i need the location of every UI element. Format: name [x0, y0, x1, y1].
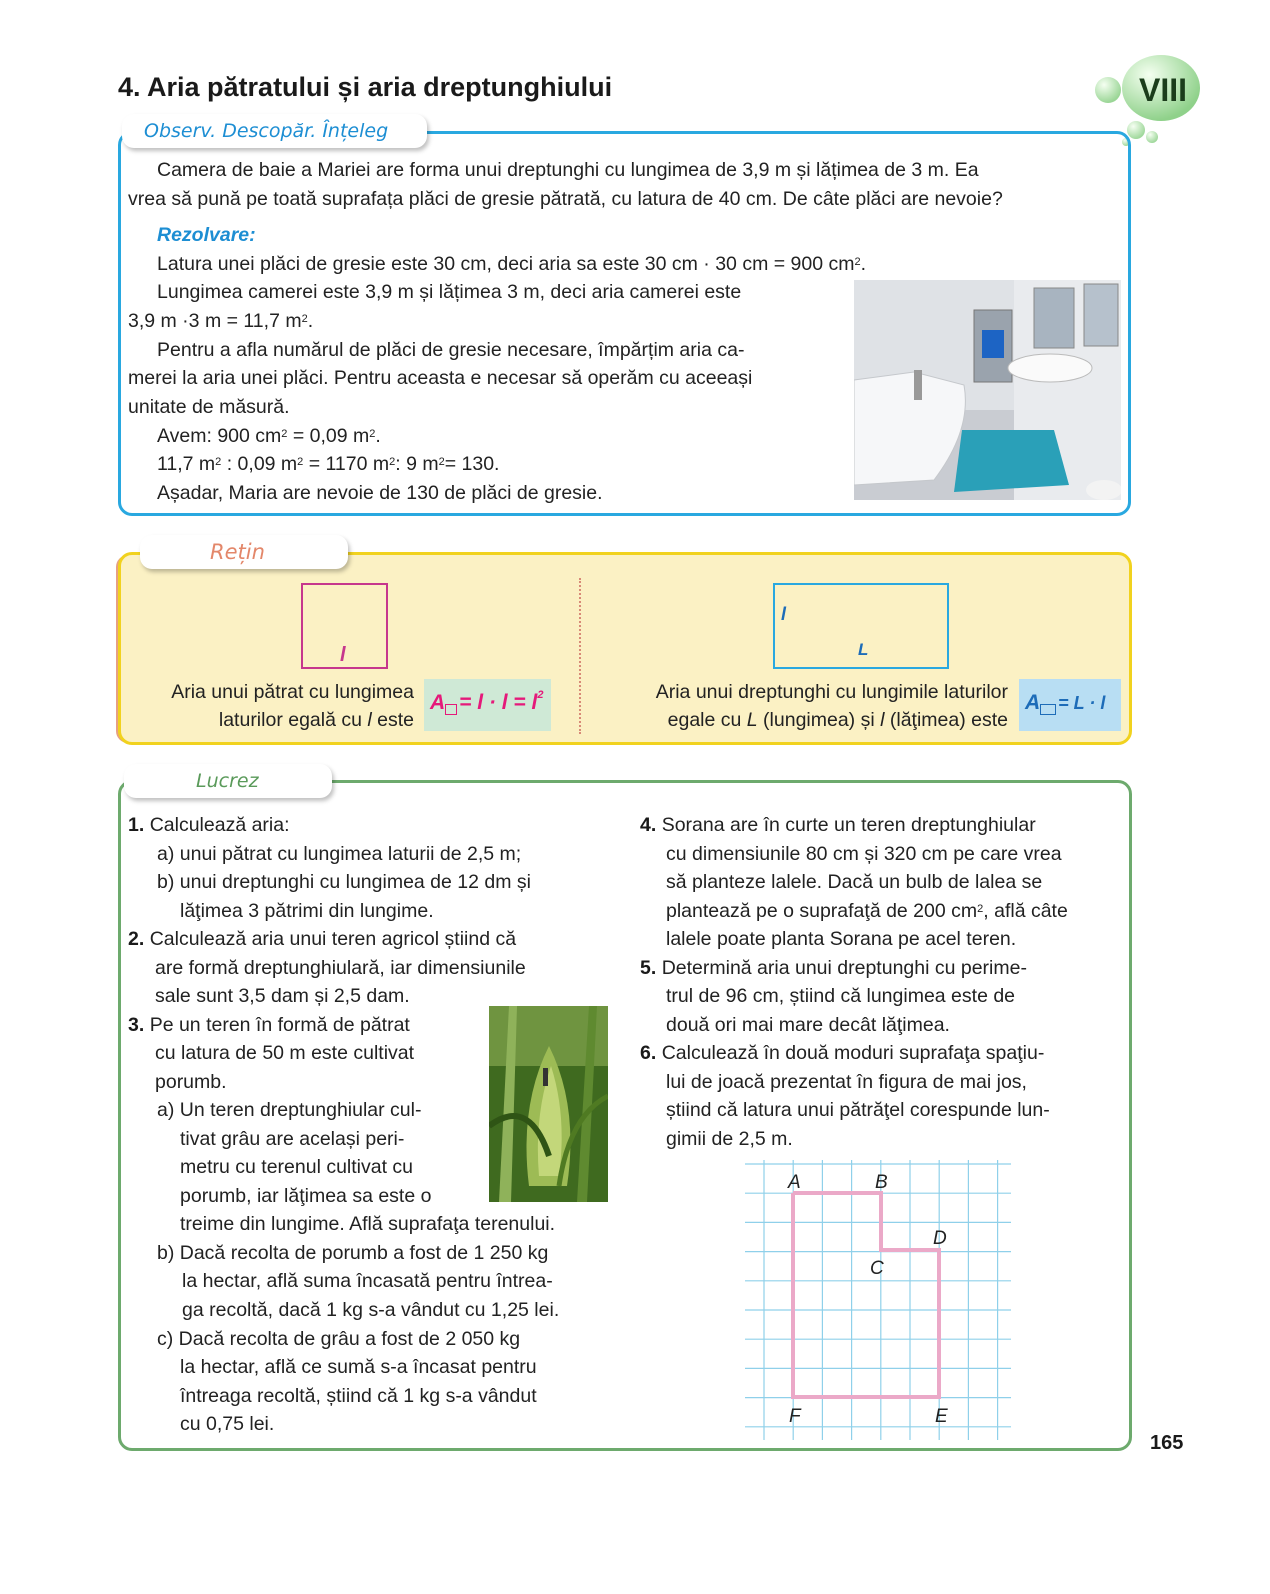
square-area-formula: $A = l \cdot l = l^2$ — [424, 679, 551, 731]
bathroom-photo — [854, 280, 1121, 500]
point-c-label: C — [870, 1258, 884, 1279]
rectangle-area-formula: A = L · l — [1019, 679, 1121, 731]
square-area-text: Aria unui pătrat cu lungimea laturilor egală cu l este — [171, 681, 414, 731]
exercise-3-line2: cu latura de 50 m este cultivat — [155, 1042, 415, 1064]
exercise-3b-line1: b) Dacă recolta de porumb a fost de 1 250 kg — [157, 1242, 549, 1264]
exercise-3a-line1: a) Un teren dreptunghiular cul- — [157, 1099, 422, 1121]
exercise-3c-line1: c) Dacă recolta de grâu a fost de 2 050 kg — [157, 1328, 521, 1350]
page-number: 165 — [1150, 1432, 1184, 1454]
point-f-label: F — [789, 1406, 801, 1427]
problem-line-2: vrea să pună pe toată suprafața plăci de gresie pătrată, cu latura de 40 cm. De câte plăci are nevoie? — [128, 188, 1003, 210]
exercise-4-line4: plantează pe o suprafaţă de 200 $cm^2$, află câte — [666, 900, 1068, 922]
solution-line-3: 3,9 m ·3 m = 11,7 $m^2$. — [128, 310, 314, 332]
rect-length-label: L — [858, 640, 869, 659]
exercise-6-line4: gimii de 2,5 m. — [666, 1128, 793, 1150]
solution-line-6: unitate de măsură. — [128, 396, 290, 418]
exercise-5-line3: două ori mai mare decât lăţimea. — [666, 1014, 950, 1036]
exercise-3c-line4: cu 0,75 lei. — [180, 1413, 275, 1435]
exercise-3-line1: 3. Pe un teren în formă de pătrat — [128, 1014, 410, 1036]
chapter-badge — [1118, 58, 1200, 122]
exercise-3a-line4: porumb, iar lăţimea sa este o — [180, 1185, 432, 1207]
point-b-label: B — [875, 1172, 888, 1193]
point-d-label: D — [933, 1228, 947, 1249]
exercise-2-line2: are formă dreptunghiulară, iar dimensiunile — [155, 957, 526, 979]
exercise-5-line2: trul de 96 cm, știind că lungimea este de — [666, 985, 1016, 1007]
exercise-3b-line3: ga recoltă, dacă 1 kg s-a vândut cu 1,25 lei. — [182, 1299, 560, 1321]
exercise-3a-line5: treime din lungime. Află suprafaţa terenului. — [180, 1213, 556, 1235]
exercise-4-line1: 4. Sorana are în curte un teren dreptunghiular — [640, 814, 1036, 836]
exercise-2-line3: sale sunt 3,5 dam și 2,5 dam. — [155, 985, 410, 1007]
playground-grid-figure — [745, 1160, 1011, 1440]
exercise-3c-line2: la hectar, află ce sumă s-a încasat pentru — [180, 1356, 537, 1378]
square-side-label: l — [340, 644, 346, 666]
exercise-6-line1: 6. Calculează în două moduri suprafaţa spaţiu- — [640, 1042, 1045, 1064]
exercise-3-line3: porumb. — [155, 1071, 227, 1093]
exercise-5-line1: 5. Determină aria unui dreptunghi cu perime- — [640, 957, 1027, 979]
exercise-1a: a) unui pătrat cu lungimea laturii de 2,5 m; — [157, 843, 522, 865]
rectangle-area-text: Aria unui dreptunghi cu lungimile laturilor egale cu L (lungimea) și l (lăţimea) este — [655, 681, 1008, 731]
solution-line-5: merei la aria unei plăci. Pentru aceasta e necesar să operăm cu aceeași — [128, 367, 753, 389]
corn-photo — [489, 1006, 608, 1202]
problem-line-1: Camera de baie a Mariei are forma unui dreptunghi cu lungimea de 3,9 m și lățimea de 3 m. Ea — [157, 159, 979, 181]
exercise-3a-line2: tivat grâu are același peri- — [180, 1128, 405, 1150]
solution-line-8: 11,7 $m^2$ : 0,09 $m^2 = 1170$ $m^2$: 9 $m^2= 130$. — [157, 453, 500, 475]
exercise-4-line5: lalele poate planta Sorana pe acel teren. — [666, 928, 1017, 950]
exercise-6-line3: știind că latura unui pătrăţel corespunde lun- — [666, 1099, 1050, 1121]
exercise-3c-line3: întreaga recoltă, știind că 1 kg s-a vândut — [180, 1385, 537, 1407]
solution-line-4: Pentru a afla numărul de plăci de gresie necesare, împărțim aria ca- — [157, 339, 745, 361]
rect-width-label: l — [781, 604, 787, 624]
observe-tab: Observ. Descopăr. Înțeleg — [122, 114, 427, 148]
exercise-4-line2: cu dimensiunile 80 cm și 320 cm pe care vrea — [666, 843, 1062, 865]
exercise-3b-line2: la hectar, află suma încasată pentru întrea- — [182, 1270, 553, 1292]
solution-line-7: Avem: 900 $cm^2 = 0,09$ $m^2$. — [157, 425, 381, 447]
solution-heading: Rezolvare: — [157, 224, 256, 246]
point-e-label: E — [935, 1406, 948, 1427]
exercise-3a-line3: metru cu terenul cultivat cu — [180, 1156, 414, 1178]
exercise-4-line3: să planteze lalele. Dacă un bulb de lalea se — [666, 871, 1043, 893]
solution-line-9: Așadar, Maria are nevoie de 130 de plăci de gresie. — [157, 482, 603, 504]
exercise-1: 1. Calculează aria: — [128, 814, 290, 836]
exercise-1b-line2: lăţimea 3 pătrimi din lungime. — [180, 900, 434, 922]
point-a-label: A — [788, 1172, 801, 1193]
chapter-number: VIII — [1138, 71, 1187, 108]
solution-line-2: Lungimea camerei este 3,9 m și lățimea 3 m, deci aria camerei este — [157, 281, 742, 303]
exercise-2-line1: 2. Calculează aria unui teren agricol știind că — [128, 928, 517, 950]
exercises-tab: Lucrez — [124, 764, 332, 798]
exercise-6-line2: lui de joacă prezentat în figura de mai jos, — [666, 1071, 1027, 1093]
page-title: 4. Aria pătratului și aria dreptunghiului — [118, 72, 613, 102]
solution-line-1: Latura unei plăci de gresie este 30 cm, deci aria sa este 30 cm · 30 cm = 900 $cm^2$. — [157, 253, 867, 275]
remember-tab: Rețin — [140, 535, 348, 569]
remember-divider — [579, 578, 581, 734]
exercise-1b-line1: b) unui dreptunghi cu lungimea de 12 dm și — [157, 871, 531, 893]
